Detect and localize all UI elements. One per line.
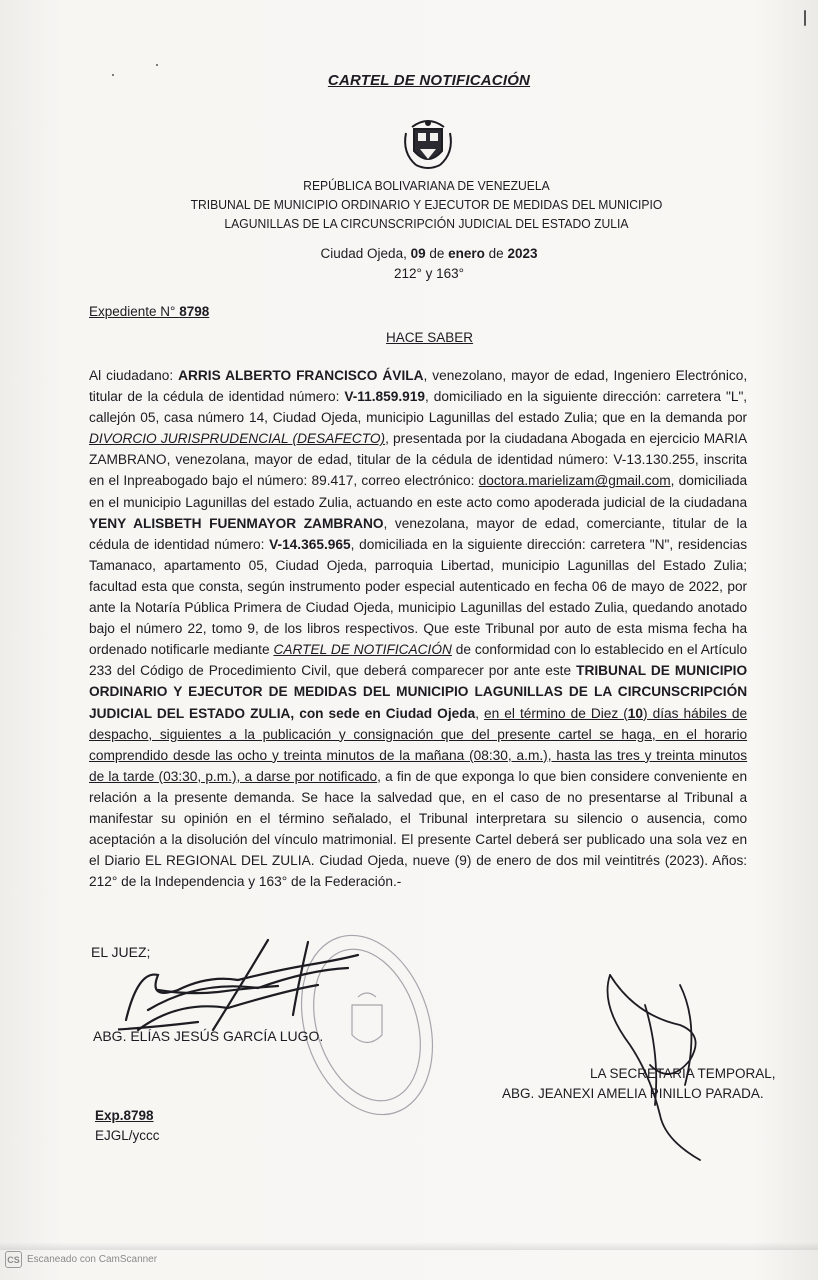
body-text-segment: de conformidad con lo establecido en el Artículo 233 del Código de Procedimiento Civil, que deberá comparecer por ante este (89, 642, 748, 680)
notified-person-name: ARRIS ALBERTO FRANCISCO ÁVILA (178, 368, 424, 384)
notified-person-id: V-11.859.919 (344, 389, 426, 406)
tribunal-name: TRIBUNAL DE MUNICIPIO ORDINARIO Y EJECUTOR DE MEDIDAS DEL MUNICIPIO LAGUNILLAS DE LA CIRCUNSCRIPCIÓN JUDICIAL DEL ESTADO ZULIA, con sede en Ciudad Ojeda (89, 663, 748, 722)
email-link[interactable]: doctora.marielizam@gmail.com (478, 473, 671, 490)
cartel-reference: CARTEL DE NOTIFICACIÓN (273, 642, 452, 659)
coat-of-arms-icon (398, 113, 458, 175)
plaintiff-name: YENY ALISBETH FUENMAYOR ZAMBRANO (89, 515, 384, 532)
term-text: ) días hábiles de despacho, siguientes a la publicación y consignación que del presente cartel se haga, en el horario comprendido desde las ocho y treinta minutos de la mañana (08:30, a.m.), hasta las tres y treinta minutos de la tarde (03:30, p.m.), a darse por notificado (89, 705, 748, 785)
date-years: 212° y 163° (393, 266, 465, 281)
header-line-1: REPÚBLICA BOLIVARIANA DE VENEZUELA (303, 178, 550, 193)
date-connector: de (484, 246, 508, 261)
secretary-name: ABG. JEANEXI AMELIA PINILLO PARADA. (502, 1086, 764, 1101)
judge-label: EL JUEZ; (91, 944, 151, 960)
body-text-segment: , a fin de que exponga lo que bien considere conveniente en relación a la presente demanda. Se hace la salvedad que, en el caso de no presentarse al Tribunal a manifestar su opinión en el término señalado, el Tribunal interpretara su silencio o ausencia, como aceptación a la disolución del vínculo matrimonial. El presente Cartel deberá ser publicado una sola vez en el Diario EL REGIONAL DEL ZULIA. Ciudad Ojeda, nueve (9) de enero de dos mil veintitrés (2023). Años: 212° de la Independencia y 163° de la Federación.- (89, 768, 748, 891)
expediente-text: Expediente N° (89, 304, 180, 319)
body-text-segment: , venezolano, mayor de edad, Ingeniero Electrónico, titular de la cédula de identidad número: (89, 368, 748, 406)
scanner-watermark (5, 1251, 157, 1268)
camscanner-logo-icon: CS (5, 1251, 22, 1268)
watermark-text: Escaneado con CamScanner (27, 1254, 158, 1265)
author-initials: EJGL/yccc (95, 1128, 160, 1143)
dateline (0, 244, 818, 284)
date-connector: de (425, 246, 449, 261)
term-days: 10 (627, 705, 644, 722)
date-month: enero (448, 246, 485, 261)
plaintiff-id: V-14.365.965 (269, 536, 351, 553)
expediente-label (89, 304, 209, 319)
scan-speck (156, 64, 158, 66)
header-line-3: LAGUNILLAS DE LA CIRCUNSCRIPCIÓN JUDICIAL DEL ESTADO ZULIA (224, 216, 629, 231)
term-text: en el término de Diez ( (484, 705, 628, 722)
scan-speck (804, 10, 806, 26)
date-city: Ciudad Ojeda, (320, 246, 411, 261)
page-edge-shadow (0, 1242, 818, 1250)
judge-name: ABG. ELÍAS JESÚS GARCÍA LUGO. (93, 1028, 324, 1044)
body-text-segment: , domiciliado en la siguiente dirección: carretera "L", callejón 05, casa número 14, Ciudad Ojeda, municipio Lagunillas del estado Zulia; que en la demanda por (89, 389, 748, 427)
hace-saber-heading: HACE SABER (386, 330, 474, 345)
document-title: CARTEL DE NOTIFICACIÓN (327, 72, 531, 89)
body-text-segment: , presentada por la ciudadana Abogada en ejercicio MARIA ZAMBRANO, venezolana, mayor de edad, titular de la cédula de identidad número: V-13.130.255, inscrita en el Inpreabogado bajo el número: 89.417, correo electrónico: (89, 431, 748, 490)
court-header (34, 176, 787, 233)
notification-body (89, 366, 747, 893)
body-text-segment: , (475, 705, 485, 722)
date-year: 2023 (507, 246, 538, 261)
body-text-segment: , domiciliada en el municipio Lagunillas del estado Zulia, actuando en este acto como apoderada judicial de la ciudadana (89, 473, 748, 511)
secretary-signature (590, 965, 720, 1165)
body-text-segment: , domiciliada en la siguiente dirección: carretera "N", residencias Tamanaco, apartamento 05, Ciudad Ojeda, parroquia Libertad, municipio Lagunillas del Estado Zulia; facultad esta que consta, según instrumento poder especial autenticado en fecha 06 de mayo de 2022, por ante la Notaría Pública Primera de Ciudad Ojeda, municipio Lagunillas del estado Zulia, quedando anotado bajo el número 22, tomo 9, de los libros respectivos. Que este Tribunal por auto de esta misma fecha ha ordenado notificarle mediante (89, 536, 748, 659)
date-day: 09 (410, 246, 426, 261)
lawsuit-type: DIVORCIO JURISPRUDENCIAL (DESAFECTO) (89, 431, 386, 448)
body-text-segment: Al ciudadano: (89, 368, 179, 384)
secretary-label: LA SECRETARIA TEMPORAL, (590, 1066, 776, 1081)
header-line-2: TRIBUNAL DE MUNICIPIO ORDINARIO Y EJECUTOR DE MEDIDAS DEL MUNICIPIO (190, 197, 663, 212)
expediente-reference: Exp.8798 (95, 1108, 154, 1123)
body-text-segment: , venezolana, mayor de edad, comerciante, titular de la cédula de identidad número: (89, 515, 748, 553)
expediente-number: 8798 (179, 304, 210, 319)
